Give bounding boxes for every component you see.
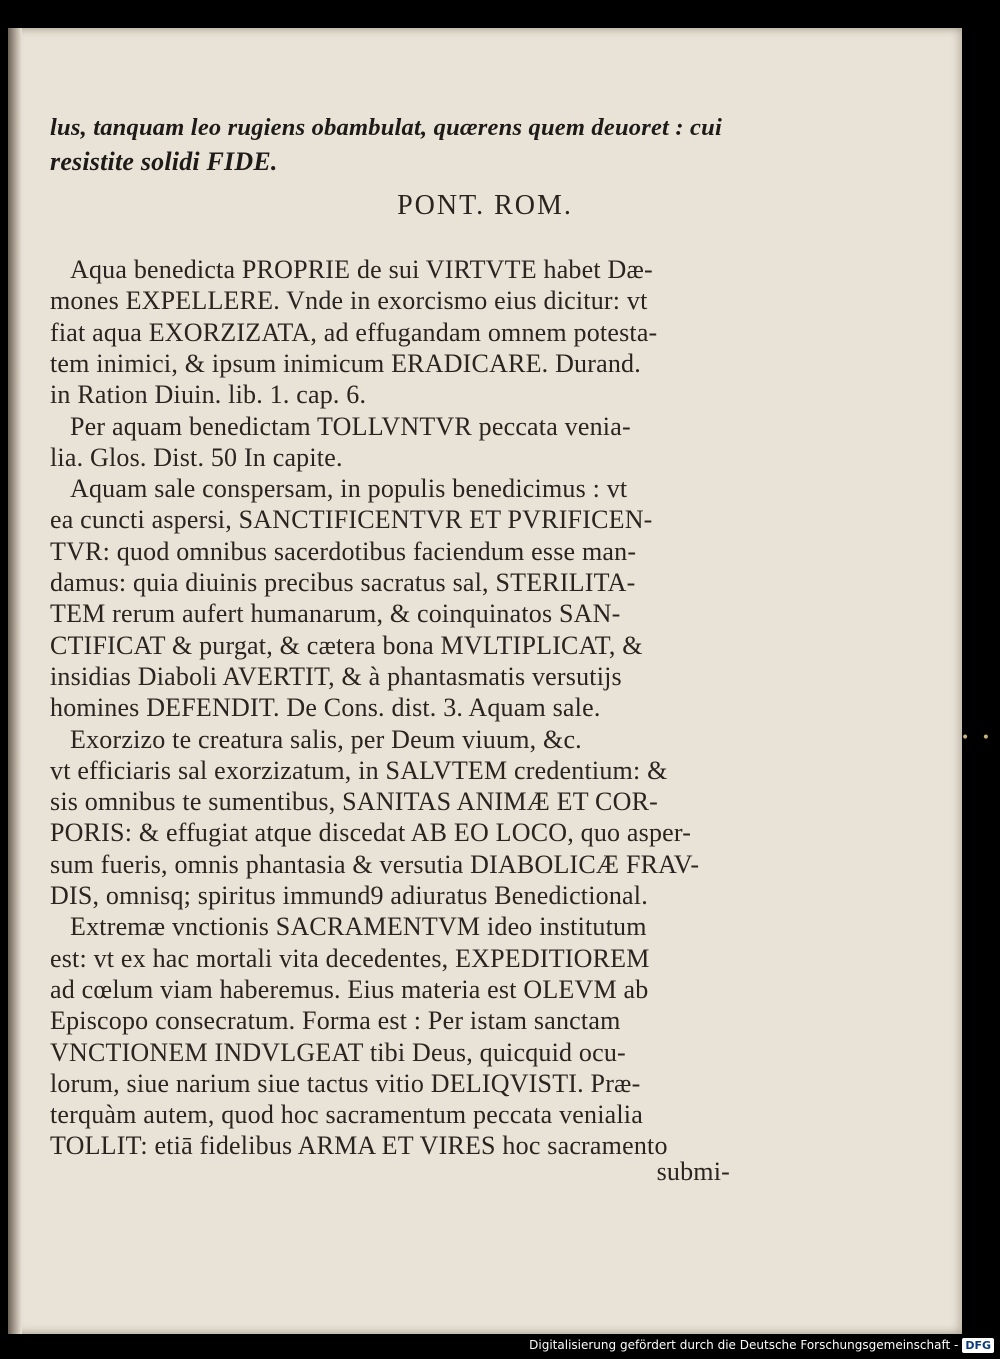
text-line: tem inimici, & ipsum inimicum ERADICARE. Durand. (50, 349, 641, 378)
text-line: Per aquam benedictam TOLLVNTVR peccata venia- (70, 412, 631, 441)
text-line: Episcopo consecratum. Forma est : Per istam sanctam (50, 1006, 621, 1035)
text-line: sum fueris, omnis phantasia & versutia DIABOLICÆ FRAV- (50, 850, 700, 879)
text-line: VNCTIONEM INDVLGEAT tibi Deus, quicquid ocu- (50, 1038, 626, 1067)
text-line: mones EXPELLERE. Vnde in exorcismo eius dicitur: vt (50, 286, 648, 315)
text-line: Extremæ vnctionis SACRAMENTVM ideo institutum (70, 912, 647, 941)
digitization-footer (529, 1335, 994, 1355)
text-line: homines DEFENDIT. De Cons. dist. 3. Aquam sale. (50, 693, 601, 722)
text-line: lia. Glos. Dist. 50 In capite. (50, 443, 343, 472)
text-line: vt efficiaris sal exorzizatum, in SALVTEM credentium: & (50, 756, 668, 785)
page-edge-marks: • • (961, 730, 994, 746)
text-line: ad cœlum viam haberemus. Eius materia est OLEVM ab (50, 975, 649, 1004)
section-heading: PONT. ROM. (397, 190, 573, 221)
text-line: ea cuncti aspersi, SANCTIFICENTVR ET PVRIFICEN- (50, 505, 653, 534)
text-line: terquàm autem, quod hoc sacramentum peccata venialia (50, 1100, 643, 1129)
text-line: TVR: quod omnibus sacerdotibus faciendum esse man- (50, 537, 637, 566)
text-line: Aqua benedicta PROPRIE de sui VIRTVTE habet Dæ- (70, 255, 653, 284)
footer-text: Digitalisierung gefördert durch die Deutsche Forschungsgemeinschaft - (529, 1338, 959, 1352)
text-line: CTIFICAT & purgat, & cætera bona MVLTIPLICAT, & (50, 631, 643, 660)
text-line: est: vt ex hac mortali vita decedentes, EXPEDITIOREM (50, 944, 650, 973)
text-line: sis omnibus te sumentibus, SANITAS ANIMÆ ET COR- (50, 787, 658, 816)
catchword: submi- (656, 1157, 730, 1186)
continuation-line-1: lus, tanquam leo rugiens obambulat, quærens quem deuoret : cui (50, 114, 722, 141)
continuation-line-2: resistite solidi FIDE. (50, 147, 278, 176)
text-line: Aquam sale conspersam, in populis benedicimus : vt (70, 474, 628, 503)
text-line: DIS, omnisq; spiritus immund9 adiuratus Benedictional. (50, 881, 648, 910)
text-line: damus: quia diuinis precibus sacratus sal, STERILITA- (50, 568, 636, 597)
text-line: TOLLIT: etiā fidelibus ARMA ET VIRES hoc sacramento (50, 1131, 668, 1160)
text-line: in Ration Diuin. lib. 1. cap. 6. (50, 380, 367, 409)
book-page (8, 28, 962, 1334)
text-line: Exorzizo te creatura salis, per Deum viuum, &c. (70, 725, 582, 754)
text-line: TEM rerum aufert humanarum, & coinquinatos SAN- (50, 599, 621, 628)
page-spine-shadow (8, 28, 22, 1334)
dfg-logo: DFG (962, 1338, 994, 1353)
text-line: lorum, siue narium siue tactus vitio DELIQVISTI. Præ- (50, 1069, 641, 1098)
text-line: insidias Diaboli AVERTIT, & à phantasmatis versutijs (50, 662, 622, 691)
text-line: PORIS: & effugiat atque discedat AB EO LOCO, quo asper- (50, 818, 692, 847)
text-line: fiat aqua EXORZIZATA, ad effugandam omnem potesta- (50, 318, 658, 347)
